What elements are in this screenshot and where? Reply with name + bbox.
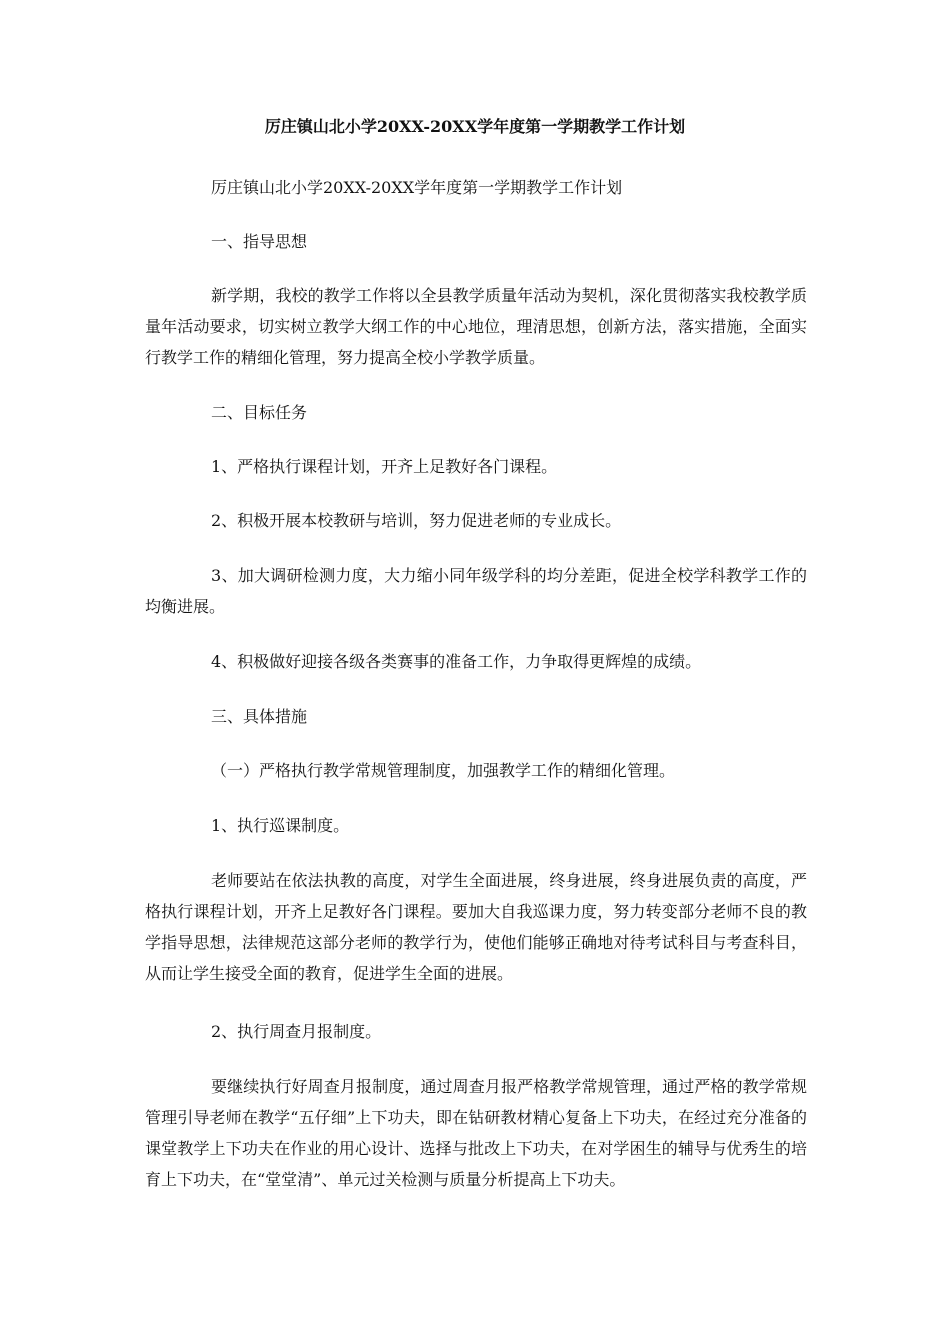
heading-goals: 二、目标任务 — [211, 403, 308, 422]
paragraph-weekly-monthly-report: 要继续执行好周查月报制度，通过周查月报严格教学常规管理，通过严格的教学常规管理引导老师在教学“五仔细”上下功夫，即在钻研教材精心复备上下功夫，在经过充分准备的课堂教学上下功夫在作业的用心设计、选择与批改上下功夫，在对学困生的辅导与优秀生的培育上下功夫，在“堂堂清”、单元过关检测与质量分析提高上下功夫。 — [145, 1077, 807, 1189]
heading-measures: 三、具体措施 — [211, 707, 308, 726]
paragraph-guiding-ideology: 新学期，我校的教学工作将以全县教学质量年活动为契机，深化贯彻落实我校教学质量年活动要求，切实树立教学大纲工作的中心地位，理清思想，创新方法，落实措施，全面实行教学工作的精细化管理，努力提高全校小学教学质量。 — [145, 286, 807, 367]
heading-patrol-system: 1、执行巡课制度。 — [211, 816, 350, 835]
paragraph-goal-1: 1、严格执行课程计划，开齐上足教好各门课程。 — [211, 457, 558, 476]
paragraph-patrol-system: 老师要站在依法执教的高度，对学生全面进展，终身进展，终身进展负责的高度，严格执行课程计划，开齐上足教好各门课程。要加大自我巡课力度，努力转变部分老师不良的教学指导思想，法律规范这部分老师的教学行为，使他们能够正确地对待考试科目与考查科目，从而让学生接受全面的教育，促进学生全面的进展。 — [145, 871, 807, 983]
document-title: 厉庄镇山北小学20XX-20XX学年度第一学期教学工作计划 — [264, 117, 686, 136]
heading-guiding-ideology: 一、指导思想 — [211, 232, 308, 251]
paragraph-goal-2: 2、积极开展本校教研与培训，努力促进老师的专业成长。 — [211, 511, 622, 530]
heading-weekly-monthly-report: 2、执行周查月报制度。 — [211, 1022, 382, 1041]
paragraph-goal-4: 4、积极做好迎接各级各类赛事的准备工作，力争取得更辉煌的成绩。 — [211, 652, 702, 671]
heading-measure-1: （一）严格执行教学常规管理制度，加强教学工作的精细化管理。 — [211, 761, 676, 780]
paragraph-subtitle: 厉庄镇山北小学20XX-20XX学年度第一学期教学工作计划 — [211, 178, 623, 197]
paragraph-goal-3: 3、加大调研检测力度，大力缩小同年级学科的均分差距，促进全校学科教学工作的均衡进展。 — [145, 566, 807, 616]
